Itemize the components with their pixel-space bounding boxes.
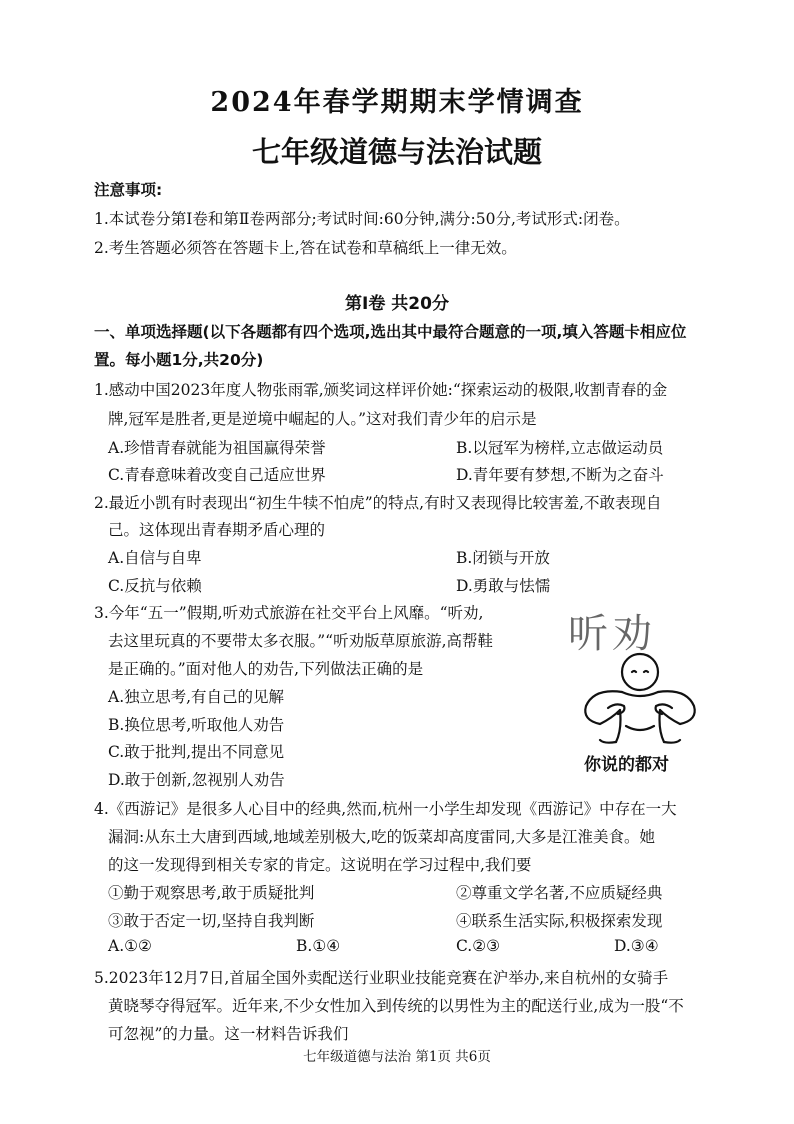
question-stem: 牌,冠军是胜者,更是逆境中崛起的人。”这对我们青少年的启示是 (108, 410, 537, 428)
option-b: B.闭锁与开放 (456, 549, 550, 567)
question-stem: 是正确的。”面对他人的劝告,下列做法正确的是 (108, 660, 424, 678)
section-heading: 第Ⅰ卷 共20分 (345, 294, 449, 314)
exam-title: 2024年春学期期末学情调查 (210, 87, 584, 118)
option-c: C.反抗与依赖 (108, 577, 202, 595)
illustration-title: 听劝 (568, 611, 656, 657)
option-d: D.敢于创新,忽视别人劝告 (108, 771, 285, 789)
question-stem: 己。这体现出青春期矛盾心理的 (108, 521, 326, 539)
question-stem: 2.最近小凯有时表现出“初生牛犊不怕虎”的特点,有时又表现得比较害羞,不敢表现自 (94, 494, 662, 512)
exam-subtitle: 七年级道德与法治试题 (251, 135, 542, 169)
option-b: B.以冠军为榜样,立志做运动员 (456, 439, 664, 457)
option-d: D.勇敢与怯懦 (456, 577, 551, 595)
option-c: C.②③ (456, 937, 501, 955)
option-a: A.独立思考,有自己的见解 (108, 688, 285, 706)
statement-1: ①勤于观察思考,敢于质疑批判 (108, 884, 315, 902)
statement-3: ③敢于否定一切,坚持自我判断 (108, 912, 315, 930)
section-instructions: 一、单项选择题(以下各题都有四个选项,选出其中最符合题意的一项,填入答题卡相应位 (94, 323, 687, 341)
option-a: A.珍惜青春就能为祖国赢得荣誉 (108, 439, 326, 457)
question-stem: 可忽视”的力量。这一材料告诉我们 (108, 1025, 349, 1043)
illustration-caption: 你说的都对 (584, 755, 669, 775)
question-stem: 3.今年“五一”假期,听劝式旅游在社交平台上风靡。“听劝, (94, 604, 484, 622)
statement-2: ②尊重文学名著,不应质疑经典 (456, 884, 663, 902)
option-a: A.①② (108, 937, 152, 955)
option-d: D.青年要有梦想,不断为之奋斗 (456, 466, 664, 484)
section-instructions: 置。每小题1分,共20分) (94, 351, 264, 369)
question-stem: 5.2023年12月7日,首届全国外卖配送行业职业技能竞赛在沪举办,来自杭州的女骑手 (94, 969, 669, 987)
option-b: B.①④ (296, 937, 341, 955)
notes-item: 1.本试卷分第Ⅰ卷和第Ⅱ卷两部分;考试时间:60分钟,满分:50分,考试形式:闭卷。 (94, 210, 630, 228)
option-c: C.敢于批判,提出不同意见 (108, 743, 285, 761)
option-b: B.换位思考,听取他人劝告 (108, 716, 285, 734)
question-stem: 漏洞:从东土大唐到西域,地域差别极大,吃的饭菜却高度雷同,大多是江淮美食。她 (108, 828, 656, 846)
option-a: A.自信与自卑 (108, 549, 202, 567)
notes-heading: 注意事项: (94, 181, 163, 199)
option-d: D.③④ (614, 937, 659, 955)
page-footer: 七年级道德与法治 第1页 共6页 (303, 1049, 491, 1065)
statement-4: ④联系生活实际,积极探索发现 (456, 912, 663, 930)
strong-man-icon (560, 648, 720, 748)
question-stem: 的这一发现得到相关专家的肯定。这说明在学习过程中,我们要 (108, 856, 532, 874)
question-stem: 1.感动中国2023年度人物张雨霏,颁奖词这样评价她:“探索运动的极限,收割青春的金 (94, 381, 668, 399)
question-stem: 黄晓琴夺得冠军。近年来,不少女性加入到传统的以男性为主的配送行业,成为一股“不 (108, 997, 684, 1015)
notes-item: 2.考生答题必须答在答题卡上,答在试卷和草稿纸上一律无效。 (94, 239, 517, 257)
question-stem: 4.《西游记》是很多人心目中的经典,然而,杭州一小学生却发现《西游记》中存在一大 (94, 800, 677, 818)
question-stem: 去这里玩真的不要带太多衣服。”“听劝版草原旅游,高帮鞋 (108, 632, 494, 650)
option-c: C.青春意味着改变自己适应世界 (108, 466, 326, 484)
meme-illustration (560, 600, 720, 785)
